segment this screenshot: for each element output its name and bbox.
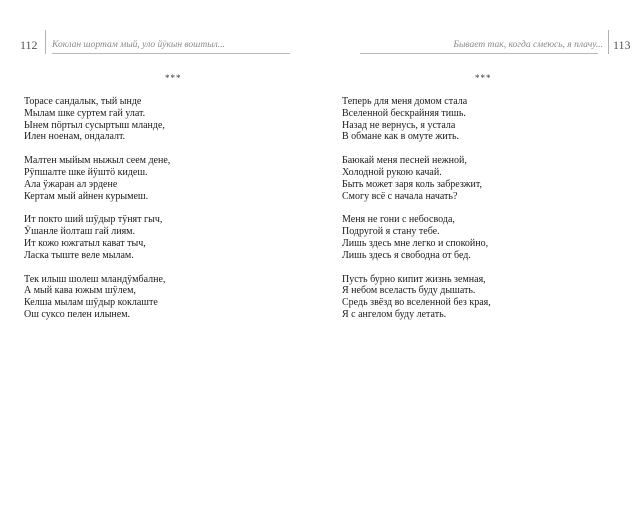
poem-line: Торасе сандалык, тый ынде	[24, 96, 142, 107]
poem-line: Быть может заря коль забрезжит,	[342, 178, 482, 190]
right-header-divider	[608, 30, 609, 54]
poem-line: Вселенной бескрайняя тишь.	[342, 107, 466, 119]
left-stanza-3	[24, 214, 170, 261]
poem-line: Пусть бурно кипит жизнь земная,	[342, 273, 486, 285]
poem-line: Смогу всё с начала начать?	[342, 190, 458, 202]
poem-line: Я небом вселасть буду дышать.	[342, 285, 476, 297]
left-page-number: 112	[20, 38, 38, 52]
poem-line: Ит кожо южгатыл кават тыч,	[24, 237, 146, 249]
left-poem	[24, 96, 170, 333]
poem-line: Я с ангелом буду летать.	[342, 308, 447, 320]
left-running-head: Коклан шортам мый, уло йӱкын воштыл...	[52, 40, 225, 50]
right-page	[319, 0, 638, 510]
poem-line: Кертам мый айнен курымеш.	[24, 190, 149, 202]
poem-line: Малтен мыйым ныжыл сеем дене,	[24, 155, 171, 167]
poem-line: В обмане как в омуте жить.	[342, 131, 460, 143]
poem-line: Рӱпшалте шке йӱштӧ кидеш.	[24, 166, 148, 178]
right-poem	[342, 96, 491, 333]
right-stanza-1	[342, 96, 491, 143]
poem-line: Мылам шке суртем гай улат.	[24, 107, 146, 119]
left-header-divider	[45, 30, 46, 54]
poem-line: Средь звёзд во вселенной без края,	[342, 297, 491, 309]
left-stanza-2	[24, 155, 170, 202]
poem-line: Подругой я стану тебе.	[342, 226, 440, 238]
right-header-rule	[360, 53, 598, 54]
poem-line: Назад не вернусь, я устала	[342, 119, 456, 131]
poem-line: Ала ӱжаран ал эрдене	[24, 178, 118, 190]
poem-line: Баюкай меня песней нежной,	[342, 155, 467, 167]
poem-line: Ласка тыште веле мылам.	[24, 249, 134, 261]
right-running-head: Бывает так, когда смеюсь, я плачу...	[453, 40, 603, 50]
left-stanza-1	[24, 96, 170, 143]
poem-line: Ынем пӧртыл сусыртыш мланде,	[24, 119, 165, 131]
right-page-number: 113	[613, 38, 631, 52]
left-poem-separator: ***	[165, 73, 182, 83]
right-stanza-3	[342, 214, 491, 261]
left-stanza-4	[24, 274, 170, 321]
poem-line: Ӱшанле йолташ гай лиям.	[24, 226, 136, 238]
poem-line: Теперь для меня домом стала	[342, 96, 468, 107]
right-stanza-2	[342, 155, 491, 202]
right-stanza-4	[342, 274, 491, 321]
left-header-rule	[52, 53, 290, 54]
poem-line: Ош суксо пелен илынем.	[24, 308, 131, 320]
poem-line: Меня не гони с небосвода,	[342, 214, 455, 226]
poem-line: Келша мылам шӱдыр коклаште	[24, 297, 158, 309]
poem-line: Ит покто ший шӱдыр тӱнят гыч,	[24, 214, 163, 226]
poem-line: Лишь здесь я свободна от бед.	[342, 249, 471, 261]
right-poem-separator: ***	[475, 73, 492, 83]
poem-line: Холодной рукою качай.	[342, 166, 442, 178]
poem-line: А мый кава южым шӱлем,	[24, 285, 136, 297]
poem-line: Тек илыш шолеш мландӱмбалне,	[24, 273, 166, 285]
poem-line: Илен ноенам, ондалалт.	[24, 131, 126, 143]
poem-line: Лишь здесь мне легко и спокойно,	[342, 237, 489, 249]
